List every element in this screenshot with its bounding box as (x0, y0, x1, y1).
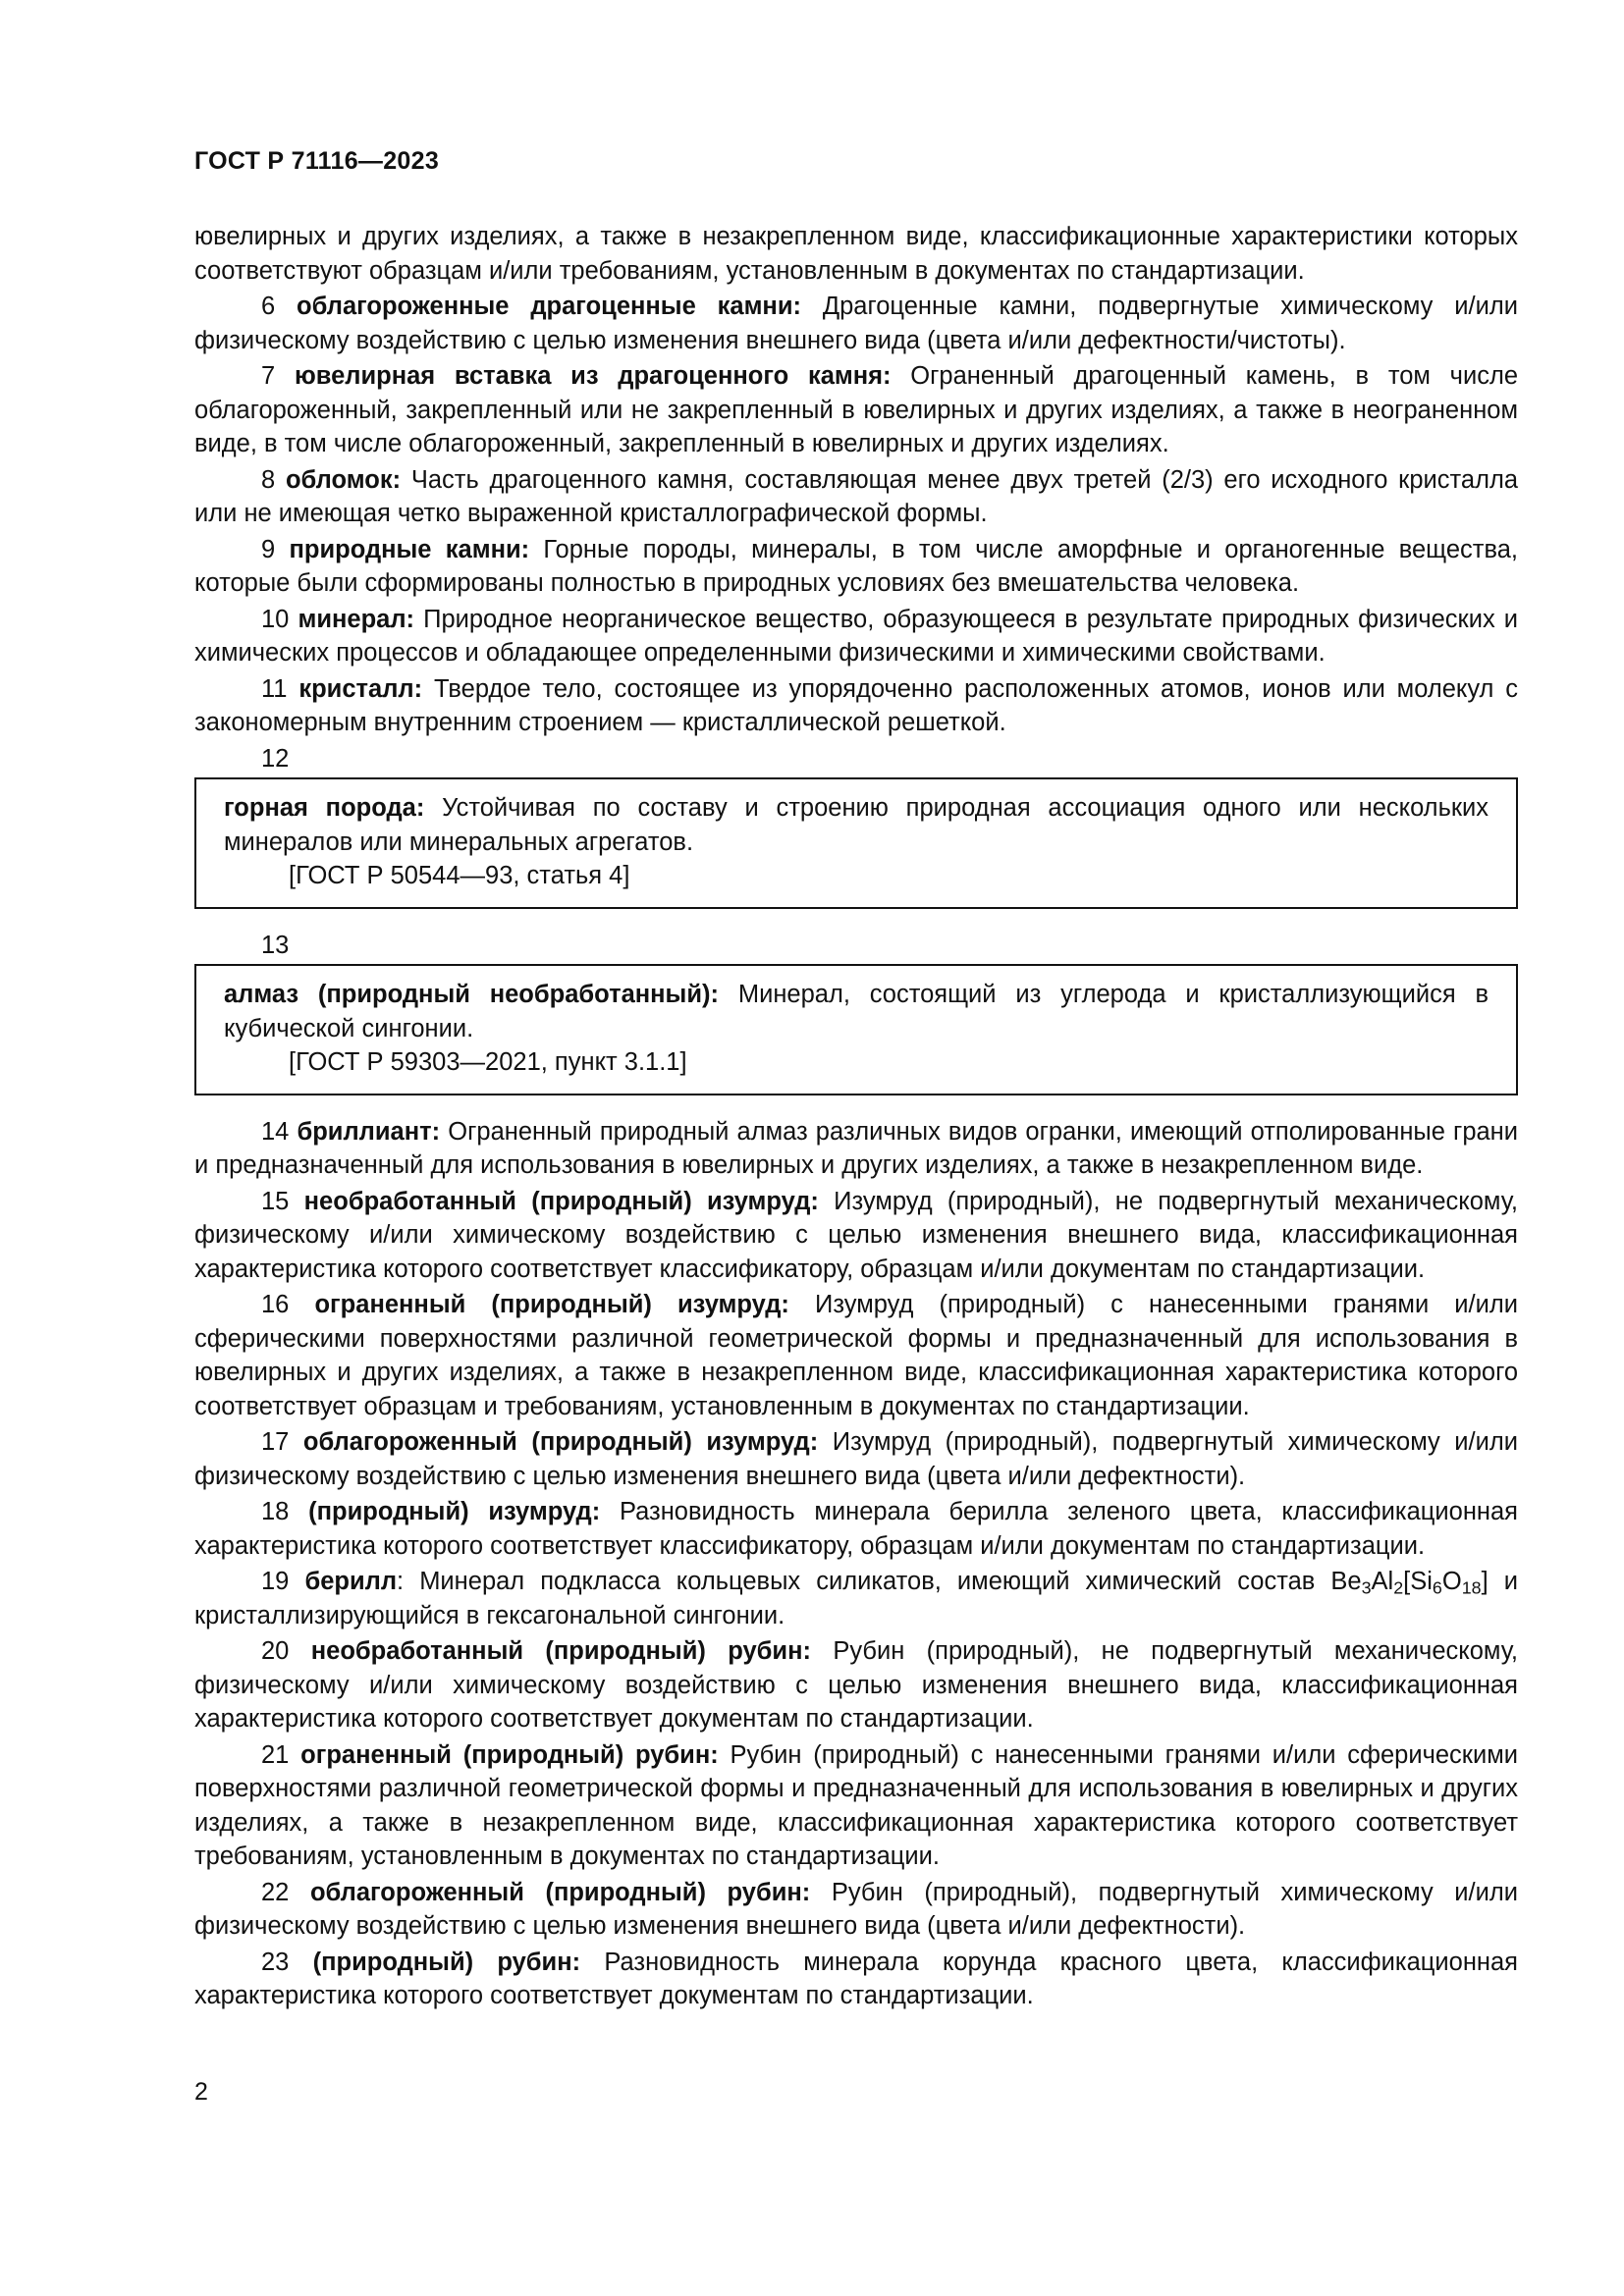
term-definition: Изумруд (природный), подвергнутый химическому и/или физическому воздействию с целью изменения внешнего вида (цвета и/или дефектности). (194, 1428, 1519, 1490)
term-definition: Часть драгоценного камня, составляющая менее двух третей (2/3) его исходного кристалла или не имеющая четко выраженной кристаллографической формы. (194, 465, 1519, 527)
term-number: 11 (261, 674, 288, 703)
term-entry (194, 463, 1518, 531)
term-definition: Устойчивая по составу и строению природная ассоциация одного или нескольких минералов или минеральных агрегатов. (224, 794, 1489, 856)
terms-list-1 (194, 290, 1518, 740)
term-number: 23 (261, 1948, 290, 1976)
term-number-13: 13 (261, 931, 290, 959)
term-number: 7 (261, 362, 276, 390)
term-entry (194, 1115, 1518, 1183)
term-source: [ГОСТ Р 50544—93, статья 4] (289, 862, 630, 889)
term-number: 17 (261, 1428, 290, 1456)
term-name: минерал: (298, 605, 415, 633)
quoted-term-box-12 (194, 777, 1518, 909)
term-name: бриллиант: (297, 1117, 441, 1146)
term-number: 21 (261, 1740, 290, 1769)
term-name: необработанный (природный) изумруд: (303, 1187, 819, 1215)
term-definition: Разновидность минерала берилла зеленого цвета, классификационная характеристика которого соответствует классификатору, образцам и/или документам по стандартизации. (194, 1498, 1518, 1560)
term-number: 16 (261, 1291, 290, 1318)
term-definition: Минерал подкласса кольцевых силикатов, имеющий химический состав (419, 1568, 1316, 1595)
term-number: 20 (261, 1637, 290, 1665)
term-definition-continued: и кристаллизирующийся в гексагональной сингонии. (194, 1568, 1518, 1629)
term-definition: Рубин (природный), не подвергнутый механическому, физическому и/или химическому воздействию с целью изменения внешнего вида, классификационная характеристика которого соответствует документам по стандартизации. (194, 1637, 1518, 1733)
term-entry (194, 290, 1518, 357)
terms-list-2 (194, 1115, 1518, 1564)
term-entry (194, 1288, 1518, 1423)
page-number: 2 (194, 2078, 208, 2106)
term-name: облагороженные драгоценные камни: (297, 293, 801, 320)
term-number-12: 12 (261, 744, 290, 773)
term-entry (194, 1738, 1518, 1874)
document-body (194, 220, 1518, 2015)
terms-list-3 (194, 1634, 1518, 2013)
term-entry (194, 672, 1518, 740)
term-number: 19 (261, 1568, 290, 1595)
term-entry-beryl: 19 берилл: Минерал подкласса кольцевых силикатов, имеющий химический состав $Be_3Al_2[Si_6O_{18}]$ и кристаллизирующийся в гексагональной сингонии. (194, 1568, 1518, 1629)
term-name: берилл (304, 1568, 398, 1595)
term-number: 6 (261, 293, 276, 320)
term-number: 10 (261, 605, 290, 633)
quoted-term-text (224, 791, 1489, 859)
term-number: 8 (261, 465, 276, 494)
term-definition: Минерал, состоящий из углерода и кристаллизующийся в кубической сингонии. (224, 981, 1489, 1042)
term-name: (природный) рубин: (312, 1948, 581, 1976)
term-entry (194, 533, 1518, 601)
term-name: обломок: (285, 465, 402, 494)
intro-paragraph: ювелирных и других изделиях, а также в незакрепленном виде, классификационные характеристики которых соответствуют образцам и/или требованиям, установленным в документах по стандартизации. (194, 223, 1518, 285)
term-definition: Изумруд (природный), не подвергнутый механическому, физическому и/или химическому воздействию с целью изменения внешнего вида, классификационная характеристика которого соответствует классификатору, образцам и/или документам по стандартизации. (194, 1187, 1518, 1283)
term-number: 14 (261, 1117, 290, 1146)
term-definition: Рубин (природный) с нанесенными гранями и/или сферическими поверхностями различной геометрической формы и предназначенный для использования в ювелирных и других изделиях, а также в незакрепленном виде, классификационная характеристика которого соответствует требованиям, установленным в документах по стандартизации. (194, 1740, 1518, 1870)
term-name: кристалл: (298, 674, 423, 703)
term-entry (194, 603, 1518, 670)
term-definition: Рубин (природный), подвергнутый химическому и/или физическому воздействию с целью изменения внешнего вида (цвета и/или дефектности). (194, 1878, 1518, 1940)
term-source: [ГОСТ Р 59303—2021, пункт 3.1.1] (289, 1048, 687, 1076)
page-header: ГОСТ Р 71116—2023 (194, 147, 440, 175)
term-definition: Драгоценные камни, подвергнутые химическому и/или физическому воздействию с целью изменения внешнего вида (цвета и/или дефектности/чистоты). (194, 293, 1518, 354)
term-number: 9 (261, 535, 276, 563)
term-definition: Ограненный природный алмаз различных видов огранки, имеющий отполированные грани и предназначенный для использования в ювелирных и других изделиях, а также в незакрепленном виде. (194, 1117, 1519, 1179)
term-entry (194, 359, 1518, 461)
term-definition: Изумруд (природный) с нанесенными гранями и/или сферическими поверхностями различной геометрической формы и предназначенный для использования в ювелирных и других изделиях, а также в незакрепленном виде, классификационная характеристика которого соответствует образцам и требованиям, установленным в документах по стандартизации. (194, 1291, 1518, 1420)
term-definition: Горные породы, минералы, в том числе аморфные и органогенные вещества, которые были сформированы полностью в природных условиях без вмешательства человека. (194, 535, 1518, 597)
term-name: необработанный (природный) рубин: (310, 1637, 811, 1665)
quoted-term-box-13 (194, 964, 1518, 1095)
term-number: 15 (261, 1187, 290, 1215)
term-definition: Разновидность минерала корунда красного цвета, классификационная характеристика которого соответствует документам по стандартизации. (194, 1948, 1518, 2009)
chemical-formula: $Be_3Al_2[Si_6O_{18}]$ (1330, 1568, 1489, 1598)
term-name: природные камни: (289, 535, 530, 563)
term-name: ограненный (природный) рубин: (300, 1740, 719, 1769)
term-name: горная порода: (224, 794, 425, 822)
term-number: 18 (261, 1498, 290, 1525)
term-name: (природный) изумруд: (308, 1498, 601, 1525)
term-entry (194, 1876, 1518, 1944)
term-entry (194, 1185, 1518, 1287)
term-definition: Твердое тело, состоящее из упорядоченно расположенных атомов, ионов или молекул с закономерным внутренним строением — кристаллической решеткой. (194, 674, 1518, 736)
term-entry (194, 1425, 1518, 1493)
term-name: облагороженный (природный) рубин: (309, 1878, 811, 1906)
term-name: ограненный (природный) изумруд: (314, 1291, 789, 1318)
term-entry (194, 1495, 1518, 1563)
quoted-term-text (224, 978, 1489, 1045)
term-definition: Ограненный драгоценный камень, в том числе облагороженный, закрепленный или не закрепленный в ювелирных и других изделиях, а также в неограненном виде, в том числе облагороженный, закрепленный в ювелирных и других изделиях. (194, 362, 1519, 457)
term-number: 22 (261, 1878, 290, 1906)
term-entry (194, 1634, 1518, 1736)
term-entry (194, 1946, 1518, 2013)
term-name: облагороженный (природный) изумруд: (302, 1428, 819, 1456)
term-definition: Природное неорганическое вещество, образующееся в результате природных физических и химических процессов и обладающее определенными физическими и химическими свойствами. (194, 605, 1518, 667)
term-name: алмаз (природный необработанный): (224, 981, 719, 1008)
term-name: ювелирная вставка из драгоценного камня: (294, 362, 892, 390)
